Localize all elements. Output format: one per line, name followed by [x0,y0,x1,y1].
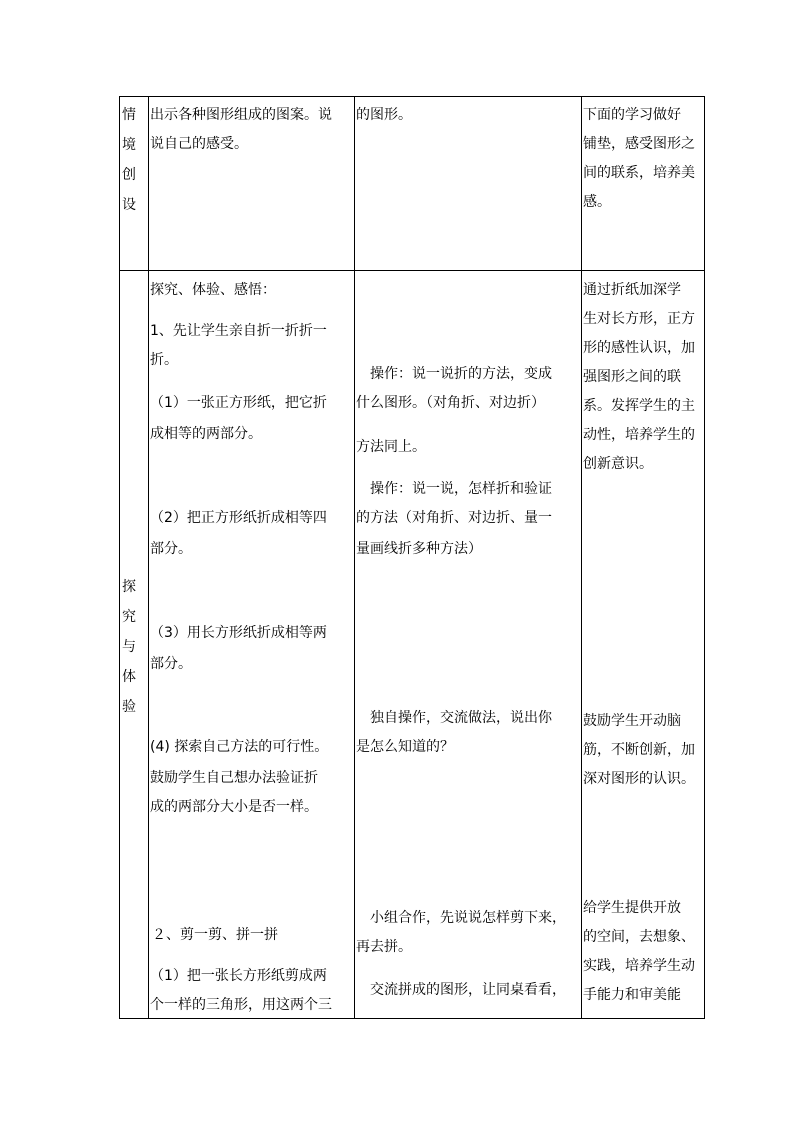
step2-item1-line: （1）把一张长方形纸剪成两 [150,968,327,984]
row1-intent-line: 铺垫，感受图形之 [583,136,695,152]
intent-p2-line: 筋，不断创新，加 [583,742,695,758]
stage-char: 与 [122,639,136,655]
item4-line: (4) 探索自己方法的可行性。 [150,739,329,755]
table-right-border [704,96,705,1019]
item2-line: （2）把正方形纸折成相等四 [150,510,327,526]
op3-line: 是怎么知道的？ [356,739,454,755]
op1-line: 操作：说一说折的方法，变成 [370,366,552,382]
step1-line: 1、先让学生亲自折一折折一 [150,323,327,339]
stage-char: 境 [122,137,136,153]
explore-heading: 探究、体验、感悟： [150,282,276,298]
intent-p3-line: 给学生提供开放 [583,900,681,916]
stage-char: 创 [122,167,136,183]
column-divider-2 [354,96,355,1019]
intent-p1-line: 强图形之间的联 [583,369,681,385]
item1-line: 成相等的两部分。 [150,426,262,442]
stage-char: 设 [122,197,136,213]
op5-line: 交流拼成的图形，让同桌看看， [370,982,566,998]
table-left-border [119,96,120,1019]
op4-line: 小组合作，先说说怎样剪下来， [370,910,566,926]
op1-line: 什么图形。（对角折、对边折） [356,395,545,411]
intent-p1-line: 生对长方形，正方 [583,311,695,327]
row1-intent-line: 感。 [583,194,611,210]
stage-char: 体 [122,669,136,685]
step1-line: 折。 [150,352,178,368]
op2-line: 量画线折多种方法） [356,541,482,557]
row-divider [119,270,705,271]
item4-line: 鼓励学生自己想办法验证折 [150,770,318,786]
intent-p2-line: 深对图形的认识。 [583,771,695,787]
intent-p1-line: 通过折纸加深学 [583,282,681,298]
row1-teacher-line: 说自己的感受。 [150,136,248,152]
op1-line: 方法同上。 [356,439,426,455]
op2-line: 操作：说一说，怎样折和验证 [370,481,552,497]
op2-line: 的方法（对角折、对边折、量一 [356,510,552,526]
intent-p1-line: 形的感性认识，加 [583,340,695,356]
item3-line: 部分。 [150,656,192,672]
intent-p3-line: 的空间，去想象、 [583,929,695,945]
column-divider-1 [148,96,149,1019]
stage-label-situation [121,100,137,220]
column-divider-3 [581,96,582,1019]
row1-intent-line: 间的联系，培养美 [583,165,695,181]
table-top-border [119,96,705,97]
intent-p1-line: 系。发挥学生的主 [583,398,695,414]
stage-char: 探 [122,579,136,595]
row1-student-line: 的图形。 [356,107,412,123]
op3-line: 独自操作，交流做法，说出你 [370,710,552,726]
intent-p3-line: 实践，培养学生动 [583,958,695,974]
stage-char: 情 [122,107,136,123]
intent-p1-line: 动性，培养学生的 [583,427,695,443]
stage-label-explore [121,572,137,722]
row1-teacher-line: 出示各种图形组成的图案。说 [150,107,332,123]
intent-p2-line: 鼓励学生开动脑 [583,713,681,729]
row1-intent-line: 下面的学习做好 [583,107,681,123]
step2-heading: ２、剪一剪、拼一拼 [152,927,278,943]
item2-line: 部分。 [150,541,192,557]
item3-line: （3）用长方形纸折成相等两 [150,625,327,641]
intent-p1-line: 创新意识。 [583,456,653,472]
stage-char: 验 [122,699,136,715]
op4-line: 再去拼。 [356,939,412,955]
item1-line: （1）一张正方形纸，把它折 [150,395,327,411]
step2-item1-line: 个一样的三角形，用这两个三 [150,997,332,1013]
intent-p3-line: 手能力和审美能 [583,987,681,1003]
stage-char: 究 [122,609,136,625]
item4-line: 成的两部分大小是否一样。 [150,799,318,815]
